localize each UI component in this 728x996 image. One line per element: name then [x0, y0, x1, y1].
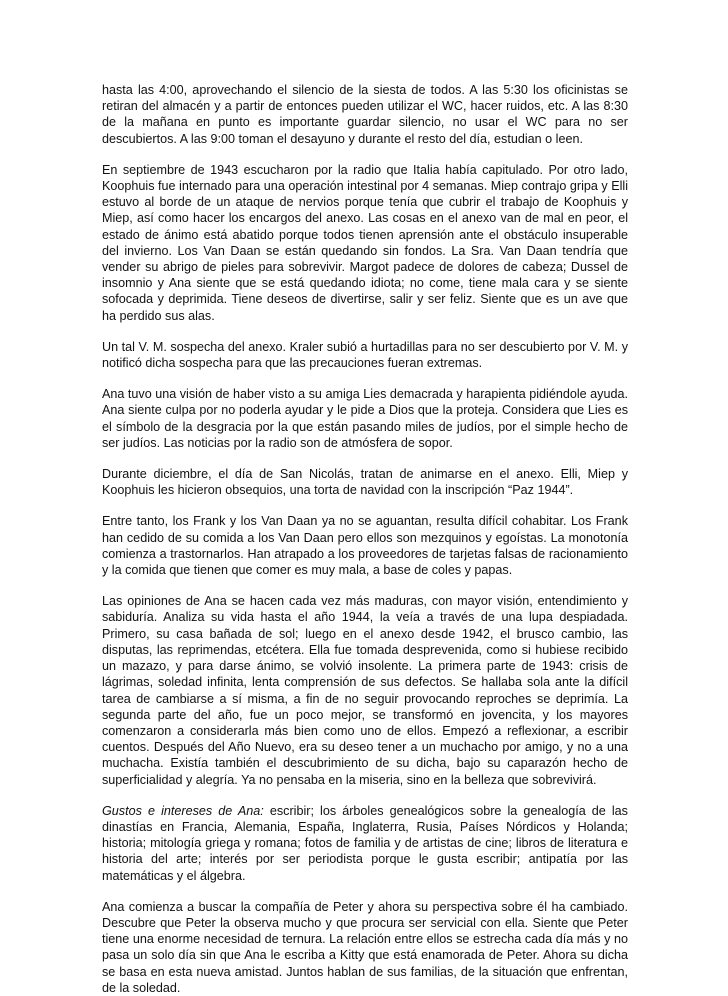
- paragraph-interests: [102, 803, 628, 884]
- paragraph-san-nicolas: Durante diciembre, el día de San Nicolás, tratan de animarse en el anexo. Elli, Miep y Koophuis les hicieron obsequios, una torta de navidad con la inscripción “Paz 1944”.: [102, 467, 628, 498]
- paragraph-peter: Ana comienza a buscar la compañía de Peter y ahora su perspectiva sobre él ha cambiado. Descubre que Peter la observa mucho y que procura ser servicial con ella. Siente que Peter tiene una enorme necesidad de ternura. La relación entre ellos se estrecha cada día más y no pasa un solo día sin que Ana le escriba a Kitty que está enamorada de Peter. Ahora su dicha se basa en esta nueva amistad. Juntos hablan de sus familias, de la situación que enfrentan, de la soledad.: [102, 899, 628, 995]
- paragraph-daily-schedule: hasta las 4:00, aprovechando el silencio de la siesta de todos. A las 5:30 los oficinistas se retiran del almacén y a partir de entonces pueden utilizar el WC, hacer ruidos, etc. A las 8:30 de la mañana en punto es importante guardar silencio, no usar el WC para no ser descubiertos. A las 9:00 toman el desayuno y durante el resto del día, estudian o leen.: [102, 83, 628, 146]
- paragraph-cohabitation: Entre tanto, los Frank y los Van Daan ya no se aguantan, resulta difícil cohabitar. Los Frank han cedido de su comida a los Van Daan pero ellos son mezquinos y egoístas. La monotonía comienza a trastornarlos. Han atrapado a los proveedores de tarjetas falsas de racionamiento y la comida que tienen que comer es muy mala, a base de coles y papas.: [102, 514, 628, 578]
- document-body: [102, 82, 628, 996]
- paragraph-vm-suspicion: Un tal V. M. sospecha del anexo. Kraler subió a hurtadillas para no ser descubierto por V. M. y notificó dicha sospecha para que las precauciones fueran extremas.: [102, 339, 628, 371]
- interests-text: escribir; los árboles genealógicos sobre la genealogía de las dinastías en Francia, Alemania, España, Inglaterra, Rusia, Países Nórdicos y Holanda; historia; mitología griega y romana; fotos de familia y de artistas de cine; libros de literatura e historia del arte; interés por ser periodista porque le gusta escribir; antipatía por las matemáticas y el álgebra.: [102, 803, 628, 883]
- paragraph-ana-opinions: Las opiniones de Ana se hacen cada vez más maduras, con mayor visión, entendimiento y sabiduría. Analiza su vida hasta el año 1944, la veía a través de una lupa despiadada. Primero, su casa bañada de sol; luego en el anexo desde 1942, el brusco cambio, las disputas, las reprimendas, etcétera. Ella fue tomada desprevenida, como si hubiese recibido un mazazo, y para darse ánimo, se volvió insolente. La primera parte de 1943: crisis de lágrimas, soledad infinita, lenta comprensión de sus defectos. Se hallaba sola ante la difícil tarea de cambiarse a sí misma, a fin de no seguir provocando reproches se deprimía. La segunda parte del año, fue un poco mejor, se transformó en jovencita, y los mayores comenzaron a considerarla más bien como uno de ellos. Empezó a reflexionar, a escribir cuentos. Después del Año Nuevo, era su deseo tener a un muchacho por amigo, y no a una muchacha. Existía también el descubrimiento de su dicha, bajo su caparazón hecho de superficialidad y alegría. Ya no pensaba en la miseria, sino en la belleza que sobrevivirá.: [102, 594, 628, 787]
- interests-label: Gustos e intereses de Ana:: [102, 803, 264, 818]
- paragraph-september-1943: En septiembre de 1943 escucharon por la radio que Italia había capitulado. Por otro lado, Koophuis fue internado para una operación intestinal por 4 semanas. Miep contrajo gripa y Elli estuvo al borde de un ataque de nervios porque tenía que cubrir el trabajo de Koophuis y Miep, así como hacer los encargos del anexo. Las cosas en el anexo van de mal en peor, el estado de ánimo está abatido porque todos tienen aprensión ante el obstáculo insuperable del invierno. Los Van Daan se están quedando sin fondos. La Sra. Van Daan tendría que vender su abrigo de pieles para sobrevivir. Margot padece de dolores de cabeza; Dussel de insomnio y Ana siente que se está quedando idiota; no come, tiene mala cara y se siente sofocada y deprimida. Tiene deseos de divertirse, salir y ser feliz. Siente que es un ave que ha perdido sus alas.: [102, 162, 628, 323]
- paragraph-lies-vision: Ana tuvo una visión de haber visto a su amiga Lies demacrada y harapienta pidiéndole ayuda. Ana siente culpa por no poderla ayudar y le pide a Dios que la proteja. Considera que Lies es el símbolo de la desgracia por la que están pasando miles de judíos, por el simple hecho de ser judíos. Las noticias por la radio son de atmósfera de sopor.: [102, 387, 628, 450]
